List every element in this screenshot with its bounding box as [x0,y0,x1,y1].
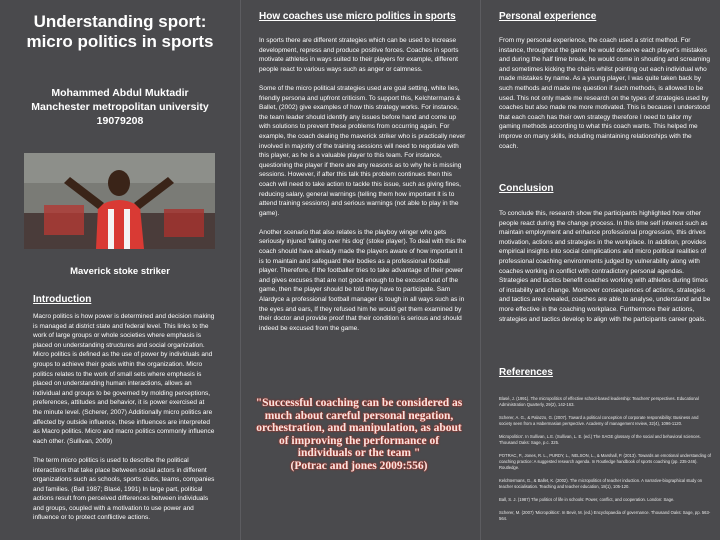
author-institution: Manchester metropolitan university [31,101,209,113]
reference-item: Scherer, A. G., & Palazzo, G. (2007). Toward a political conception of corporate responsibility: Business and society seen from a Habermasian perspective. Academy of management review, 32(4), 1096-1120. [499,415,699,426]
personal-body [499,36,711,151]
quote-citation: (Potrac and jones 2009:556) [290,459,428,472]
column-divider [480,0,481,540]
quote-text: "Successful coaching can be considered as much about careful personal negation, orchestration, and manipulation, as about of improving the performance of individuals or the team " [255,397,463,460]
personal-heading: Personal experience [499,11,597,22]
poster-title: Understanding sport: micro politics in sports [26,12,214,51]
paragraph: In sports there are different strategies which can be used to increase development, repress and produce positive forces. Coaches in sports motivate athletes in ways suited to their players for example, different people react to various ways such as anger or calmness. [259,37,459,73]
coaches-heading: How coaches use micro politics in sports [259,11,456,22]
striker-photo-illustration [24,153,215,249]
reference-item: Micropolitics'. In Sullivan, L.E. (Sullivan, L. E. (ed.) The SAGE glossary of the social and behavioral sciences. Thousand Oaks: Sage, p.c. 325. [499,434,701,445]
paragraph: Macro politics is how power is determined and decision making is managed at district state and federal level. This links to the work of large groups or whole societies where emphasis is placed on understanding structures and social organization. Micro politics is defined as the use of power by individuals and groups to achieve their goals within the organization. Micro politics relates to the work of small sets where emphasis is placed on understanding human interactions, allows an individual and groups to be governed by molding perceptions, preferences, attitudes and behavior, it is power exercised at the minute level. (Scherer, 2007) Additionally micro politics are affected by outside influence, these influences are interpreted as Macro politics. Micro and macro politics commonly influence each other. (Sullivan, 2009) [33,313,215,445]
paragraph: To conclude this, research show the participants highlighted how other people react during the change process. In this time self interest such as maintain employment and enhance professional progression, this drives motivation, actions and strategies in the workplace. In addition, provides empirical insights into social complications and micro political realities of professional coaching environments judged by vulnerability along with coaches working in conflict with contradictory personal agendas. Strategies and tactics benefit coaches working with athletes during times of instability and change. Moreover consequences of actions, strategies and tactics are revealed, coaches are able to analyse, understand and be more effective in the coaching workplace. Furthermore their actions, strategies and tactics develop to align with the participants career goals. [499,210,711,323]
reference-item: Scherer, M. (2007) 'Micropolitics'. In Bevir, M. (ed.) Encyclopaedia of governance. Thousand Oaks: Sage, pp. 563-564. [499,510,711,521]
conclusion-body [499,209,711,324]
references-heading: References [499,367,553,378]
introduction-body [33,312,215,523]
author-block [20,86,220,128]
references-list [499,396,711,529]
striker-photo [24,153,215,249]
introduction-heading: Introduction [33,294,92,305]
reference-item: POTRAC, P., Jones, R. L., PURDY, L., NELSON, L., & Marshall, P. (2013). Towards an emotional understanding of coaching practice: A suggested research agenda. In Routledge handbook of sports coaching (pp. 235-246). Routledge. [499,453,711,470]
column-divider [240,0,241,540]
paragraph: The term micro politics is used to describe the political interactions that take place between social actors in different organizations such as schools, sports clubs, teams, companies and families. (Ball 1987; Blasé, 1991) In large part, political actions result from perceived differences between individuals and groups, coupled with a motivation to use power and influence or to protect conflictive actions. [33,456,215,522]
reference-item: Kelchtermans, G., & Ballet, K. (2002). The micropolitics of teacher induction. A narrative-biographical study on teacher socialisation. Teaching and teacher education, 18(1), 105-120. [499,478,703,489]
pull-quote [253,397,465,473]
coaches-body [259,36,467,333]
conclusion-heading: Conclusion [499,183,554,194]
author-id: 19079208 [96,115,144,127]
author-name: Mohammed Abdul Muktadir [51,87,189,99]
reference-item: Ball, S. J. (1987) The politics of life in schools: Power, conflict, and cooperation. London: Sage. [499,497,675,502]
photo-caption: Maverick stoke striker [70,266,170,277]
paragraph: From my personal experience, the coach used a strict method. For instance, throughout the game he would observe each player's mistakes and during the half time break, he would come in shouting and screaming and sometimes kicking the chairs whilst pointing out each individual who made mistakes by name. As a young player, I was quite taken back by such methods and made me question if such methods, is allowed to be used. This not only made me research on the types of strategies used by coaches but also made me more motivated. This is because I understood that each coach has their own strategy therefore I need to tailor my gaming methods according to what this coach wants. This helped me improve on many skills, including maintaining relationships with the coach. [499,37,711,150]
paragraph: Some of the micro political strategies used are goal setting, white lies, friendly persona and upfront criticism. To support this, Kelchtermans & Ballet, (2002) give examples of how this strategy works. For instance, the team leader should identify any issues before hand and come up with solutions to prevent these problems from occurring again. For example, the coach dealing the maverick striker who is practically never involved in majority of the training sessions will need to negotiate with this player, as he is a valuable player to this team. For instance, questioning the player if there are any reasons as to why he is missing sessions. However, if after this talk this problem continues then this coach will need to take action to tackle this issue, such as giving fines, reducing salary, general warnings (telling them how important it is to attend training sessions) and serious warnings (not able to play in the game). [259,84,466,217]
reference-item: Blasé, J. (1991). The micropolitics of effective school-based leadership: Teachers' perspectives. Educational Administration Quarterly, 29(2), 142-163. [499,396,699,407]
paragraph: Another scenario that also relates is the playboy winger who gets seriously injured 'failing over his dog' (stoke player). To deal with this the coach should have already made the players aware of how important it is to maintain and safeguard their bodies as a professional football player. Therefore, if the footballer tries to take advantage of their power and gives excuses that are not good enough to be excused out of the game, then the player should be told they have to participate. Sam Alardyce a professional football manager is tough in all ways such as in the eyes and ears, If they refused him he would get them examined by their doctor and provide proof that their condition is serious and should indeed be excused from the game. [259,228,467,332]
